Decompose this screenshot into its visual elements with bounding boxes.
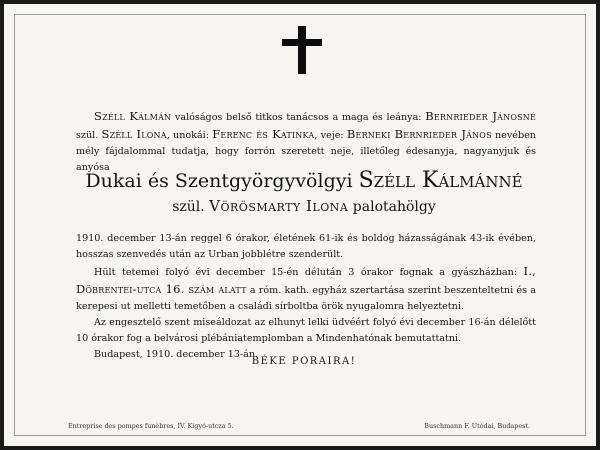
deceased-name-line bbox=[64, 169, 544, 193]
mourner-name: Ferenc és Katinka bbox=[212, 127, 315, 141]
intro-text: , unokái: bbox=[166, 130, 213, 141]
mass-paragraph: Az engesztelő szent miseáldozat az elhunyt lelki üdvéért folyó évi december 16-án délelőtt 10 órakor fog a belvárosi plébániatemplomban a Mindenhatónak bemutattatni. bbox=[76, 317, 536, 344]
intro-paragraph bbox=[76, 108, 536, 176]
mourner-name: Széll Ilona bbox=[101, 127, 167, 141]
card-border bbox=[14, 14, 586, 436]
announcement-body bbox=[76, 231, 536, 363]
closing-line: BÉKE PORAIRA! bbox=[251, 356, 357, 367]
deceased-name: Széll Kálmánné bbox=[358, 168, 523, 193]
intro-text: szül. bbox=[76, 130, 102, 141]
cross-icon bbox=[282, 26, 322, 74]
birth-name: Vörösmarty Ilona bbox=[209, 197, 349, 215]
birth-prefix: szül. bbox=[172, 199, 210, 215]
deceased-block bbox=[64, 169, 544, 218]
obituary-card bbox=[4, 4, 596, 446]
funeral-address: I., Döbrentei-utca 16. szám alatt bbox=[76, 264, 536, 296]
footer-printer: Buschmann F. Utódai, Budapest. bbox=[424, 422, 530, 430]
deceased-birth-line bbox=[64, 195, 544, 218]
mourner-name: Széll Kálmán bbox=[94, 109, 172, 123]
footer-undertaker: Entreprise des pompes funèbres, IV. Kigyó-utcza 5. bbox=[68, 422, 234, 430]
intro-text: valóságos belső titkos tanácsos a maga és leánya: bbox=[171, 112, 426, 123]
place-date: Budapest, 1910. december 13-án. bbox=[94, 349, 259, 360]
mourner-name: Berneki Bernrieder János bbox=[346, 127, 492, 141]
mourner-name: Bernrieder Jánosné bbox=[425, 109, 537, 123]
intro-text: nevében mély fájdalommal tudatja, hogy forrón szeretett neje, illetőleg édesanyja, nagyanyjuk és anyósa bbox=[76, 130, 536, 173]
deceased-prefix: Dukai és Szentgyörgyvölgyi bbox=[85, 170, 359, 192]
funeral-paragraph: Hült tetemei folyó évi december 15-én délután 3 órakor fognak a gyászházban: I., Döbrentei-utca 16. szám alatt a róm. kath. egyház szertartása szerint beszenteltetni és a kerepesi ut melletti temetőben a családi sírboltba örök nyugalomra helyeztetni. bbox=[76, 264, 536, 312]
death-paragraph: 1910. december 13-án reggel 6 órakor, életének 61-ik és boldog házasságának 43-ik évében, hosszas szenvedés után az Urban jobblétre szenderült. bbox=[76, 233, 536, 260]
intro-text: , veje: bbox=[314, 130, 347, 141]
deceased-title: palotahölgy bbox=[348, 199, 436, 215]
